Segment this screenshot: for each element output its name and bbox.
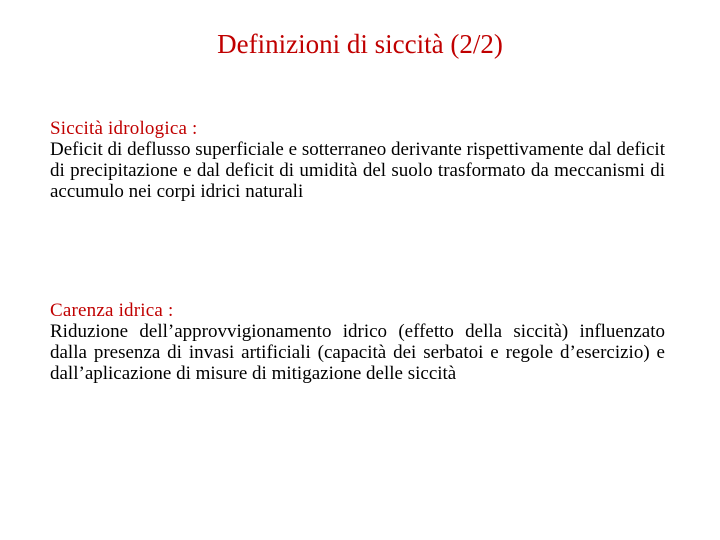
definition-hydrological-drought xyxy=(50,118,665,202)
section-body: Deficit di deflusso superficiale e sotterraneo derivante rispettivamente dal deficit di precipitazione e dal deficit di umidità del suolo trasformato da meccanismi di accumulo nei corpi idrici naturali xyxy=(50,139,665,202)
definition-water-shortage xyxy=(50,300,665,384)
slide-title: Definizioni di siccità (2/2) xyxy=(217,29,503,59)
section-heading: Siccità idrologica : xyxy=(50,118,198,139)
section-heading: Carenza idrica : xyxy=(50,300,174,321)
section-body: Riduzione dell’approvvigionamento idrico (effetto della siccità) influenzato dalla presenza di invasi artificiali (capacità dei serbatoi e regole d’esercizio) e dall’aplicazione di misure di mitigazione delle siccità xyxy=(50,321,665,384)
